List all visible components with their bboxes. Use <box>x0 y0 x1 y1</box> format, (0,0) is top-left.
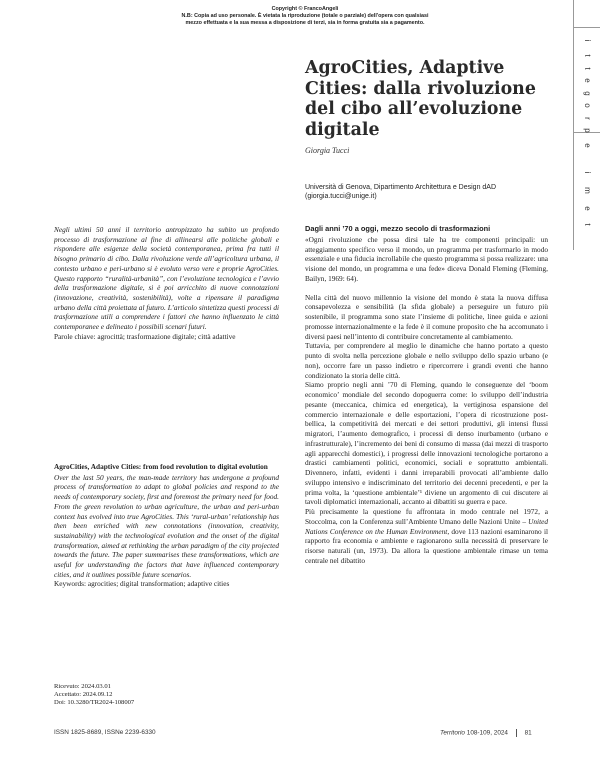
footer-issn: ISSN 1825-8689, ISSNe 2239-6330 <box>54 729 156 736</box>
side-tab-letter: i <box>583 39 592 42</box>
accepted-date: Accettato: 2024.09.12 <box>54 691 113 699</box>
author-name: Giorgia Tucci <box>305 146 350 155</box>
section-heading: Dagli anni ’70 a oggi, mezzo secolo di trasformazioni <box>305 224 491 233</box>
article-dates <box>54 683 134 708</box>
side-tab-letter: t <box>583 54 592 57</box>
journal-name: Territorio <box>440 729 465 737</box>
side-tab-letter: i <box>583 171 592 174</box>
journal-issue: 108-109, 2024 <box>466 729 508 737</box>
article-title: AgroCities, Adaptive Cities: dalla rivoluzione del cibo all’evoluzione digitale <box>305 58 536 140</box>
side-tab-letter: o <box>583 103 592 108</box>
side-tab-letter: e <box>583 143 592 148</box>
body-text: , dove 113 nazioni esaminarono il rapporto fra economia e ambiente e ragionarono sulla necessità di preservare le risorse naturali (un, 1973). Da allora la questione ambientale rimase un tema centrale nel dibattito <box>305 526 548 565</box>
copyright-note: N.B: Copia ad uso personale. È vietata la riproduzione (totale o parziale) dell'opera con qualsiasi <box>181 13 429 19</box>
side-tab-letter: p <box>583 128 592 133</box>
side-tab-letter: r <box>583 117 592 120</box>
section-side-tab <box>573 0 600 250</box>
body-paragraph: «Ogni rivoluzione che possa dirsi tale ha tre componenti principali: un atteggiamento specifico verso il mondo, un programma per trasformarlo in modo essenziale e una fiducia incrollabile che questo programma si possa realizzare: una visione del mondo, un programma e una fede» diceva Donald Fleming (Fleming, Bailyn, 1969: 64). <box>305 234 548 283</box>
abstract-it-text: Negli ultimi 50 anni il territorio antropizzato ha subito un profondo processo di trasformazione al fine di allinearsi alle politiche globali e rispondere alle esigenze della società contemporanea, prima fra tutti il bisogno primario di cibo. Dalla rivoluzione verde all’agricoltura urbana, il contesto urbano e peri-urbano si è evoluto verso vere e proprie AgroCities. Questo rapporto “ruralità-urbanità”, con l’evoluzione tecnologica e l’avvio della trasformazione digitale, si è poi arricchito di nuove connotazioni (innovazione, creatività, sostenibilità), volte a ripensare il paradigma urbano della città proiettata al futuro. L’articolo sintetizza questi processi di trasformazione utili a comprendere i fattori che hanno influenzato le città contemporanee e delineato i possibili scenari futuri. <box>54 225 279 332</box>
author-affiliation <box>305 183 545 201</box>
copyright-line: Copyright © FrancoAngeli <box>271 6 339 12</box>
side-tab-letter: e <box>583 78 592 83</box>
conference-name: United Nations Conference on the Human Environment <box>305 516 548 536</box>
body-paragraph: Nella città del nuovo millennio la visione del mondo è stata la nuova diffusa consapevolezza e sensibilità (la sfida globale) a perseguire un futuro più sostenibile, il programma sono state l’insieme di politiche, linee guida e azioni promosse internazionalmente e la fede è il comune proposito che ha accomunato i diversi paesi nell’intento di contribuire concretamente al cambiamento. <box>305 292 548 341</box>
side-tab-letter: m <box>583 187 592 194</box>
author-email: (giorgia.tucci@unige.it) <box>305 193 377 200</box>
doi: Doi: 10.3280/TR2024-108007 <box>54 699 135 707</box>
footer-journal-info <box>440 729 532 737</box>
side-tab-letter: t <box>583 67 592 70</box>
side-tab-letter: t <box>583 223 592 226</box>
body-text: Più precisamente la questione fu affrontata in modo centrale nel 1972, a Stoccolma, con la Conferenza sull’Ambiente Umano delle Nazioni Unite – <box>305 507 548 526</box>
copyright-notice <box>175 6 435 27</box>
body-paragraph <box>305 507 548 566</box>
abstract-en-text: Over the last 50 years, the man-made territory has undergone a profound process of transformation to adapt to global policies and respond to the needs of contemporary society, first and foremost the primary need for food. From the green revolution to urban agriculture, the urban and peri-urban context has evolved into true AgroCities. This ‘rural-urban’ relationship has then been enriched with new connotations (innovation, creativity, sustainability) with the technological evolution and the onset of the digital transformation, aimed at rethinking the urban paradigm of the city projected towards the future. The paper summarises these transformations, which are useful for understanding the factors that have influenced contemporary cities, and it outlines possible future scenarios. <box>54 472 279 579</box>
body-paragraph: Tuttavia, per comprendere al meglio le dinamiche che hanno portato a questo punto di svolta nella percezione globale e nello sviluppo dello spazio urbano (e non), occorre fare un passo indietro e ripercorrere i grandi eventi che hanno condizionato la storia delle città. <box>305 341 548 380</box>
abstract-en-keywords: Keywords: agrocities; digital transformation; adaptive cities <box>54 579 230 589</box>
copyright-note-cont: mezzo effettuata e la sua messa a disposizione di terzi, sia in forma gratuita sia a pagamento. <box>185 20 425 26</box>
abstract-it-keywords: Parole chiave: agrocittà; trasformazione digitale; città adattive <box>54 331 236 341</box>
received-date: Ricevuto: 2024.03.01 <box>54 683 111 690</box>
affiliation-text: Università di Genova, Dipartimento Architettura e Design dAD <box>305 184 497 191</box>
side-tab-letter: g <box>583 91 592 96</box>
footer-divider <box>516 729 517 737</box>
abstract-english <box>54 462 279 589</box>
article-body <box>305 224 548 566</box>
abstract-en-title: AgroCities, Adaptive Cities: from food revolution to digital evolution <box>54 462 268 471</box>
abstract-italian <box>54 225 279 341</box>
body-paragraph: Siamo proprio negli anni ’70 di Fleming, quando le conseguenze del ‘boom economico’ mondiale del secondo dopoguerra come: lo sviluppo dell’industria pesante (meccanica, chimica ed energetica), la vertiginosa espansione del commercio internazionale e delle esportazioni, l’opera di ricostruzione post-bellica, la competitività dei mercati e dei settori produttivi, gli intensi flussi migratori, l’aumento demografico, i processi di denso inurbamento (urbano e infrastrutturale), l’incremento dei beni di consumo di massa (dai mezzi di trasporto agli apparecchi domestici), i progressi delle innovazioni tecnologiche portarono a drastici cambiamenti politici, economici, sociali e soprattutto ambientali. Divennero, infatti, evidenti i danni irreparabili provocati all’ambiente dallo sviluppo intensivo e indiscriminato del territorio dei decenni precedenti, e per la prima volta, la ‘questione ambientale’¹ diviene un argomento di cui discutere ai tavoli diplomatici internazionali, accanto ai dibattiti su guerra e pace. <box>305 380 548 507</box>
page-number: 81 <box>524 729 532 737</box>
side-tab-letter: e <box>583 206 592 211</box>
